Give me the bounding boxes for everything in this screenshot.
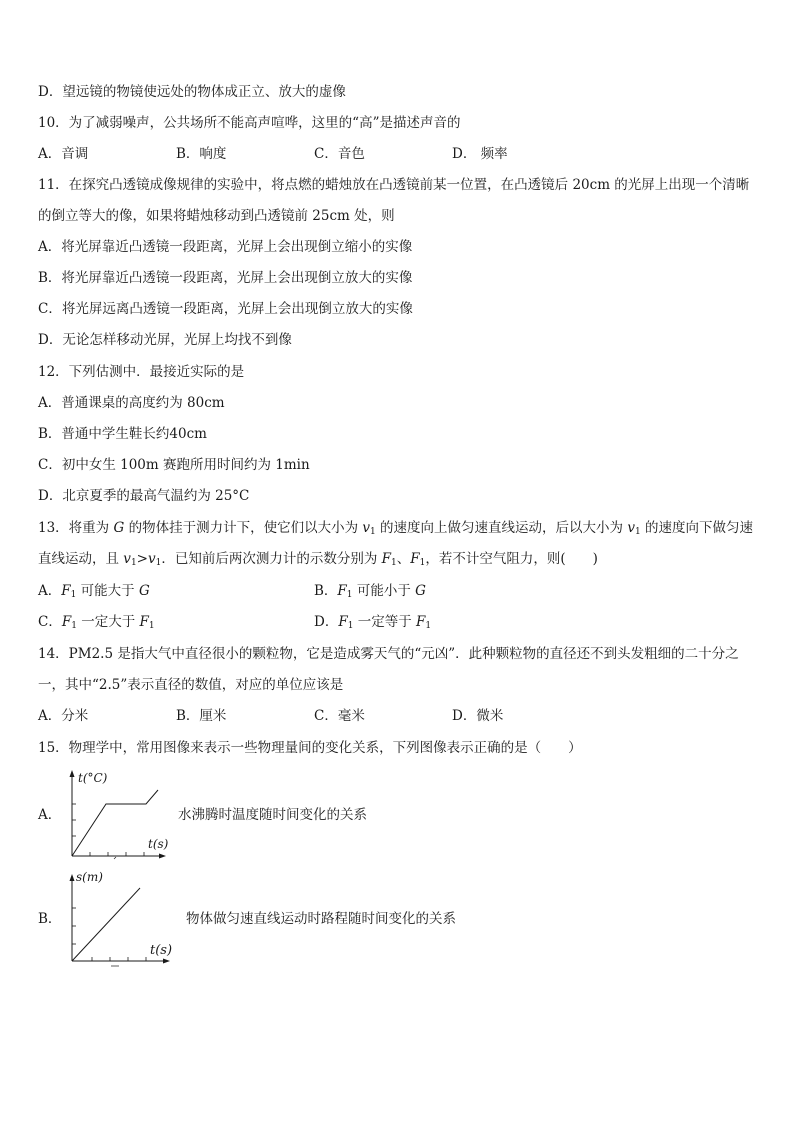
q15-graph-a (60, 768, 170, 860)
graph-b-y-label: s(m) (76, 870, 103, 884)
graph-a-curve (72, 790, 158, 856)
q11-stem-line2: 的倒立等大的像，如果将蜡烛移动到凸透镜前 25cm 处，则 (38, 208, 395, 224)
q11-option-c: C．将光屏远离凸透镜一段距离，光屏上会出现倒立放大的实像 (38, 301, 413, 317)
graph-a-x-label: t(s) (148, 837, 169, 851)
q11-option-d: D．无论怎样移动光屏，光屏上均找不到像 (38, 332, 292, 348)
q11-option-a: A．将光屏靠近凸透镜一段距离，光屏上会出现倒立缩小的实像 (38, 239, 413, 255)
q10-option-d: D． 频率 (452, 146, 508, 162)
q11-stem-line1: 11．在探究凸透镜成像规律的实验中，将点燃的蜡烛放在凸透镜前某一位置，在凸透镜后 20cm 的光屏上出现一个清晰 (38, 177, 750, 193)
q14-stem-line1: 14．PM2.5 是指大气中直径很小的颗粒物，它是造成雾天气的“元凶”．此种颗粒物的直径还不到头发粗细的二十分之 (38, 646, 739, 662)
symbol-g: G (113, 520, 125, 536)
q14-option-b: B．厘米 (176, 708, 227, 724)
q15-option-b-desc: 物体做匀速直线运动时路程随时间变化的关系 (186, 911, 456, 927)
q10-option-a: A．音调 (38, 146, 89, 162)
q10-option-b: B．响度 (176, 146, 227, 162)
symbol-f: F (381, 551, 392, 567)
q13-option-c: C．$F_1$ 一定大于 $F_1$ (38, 614, 155, 631)
q10-stem: 10．为了减弱噪声，公共场所不能高声喧哗，这里的“高”是描述声音的 (38, 115, 461, 131)
q10-option-c: C．音色 (314, 146, 365, 162)
symbol-v: v (627, 520, 635, 536)
q15-option-a-desc: 水沸腾时温度随时间变化的关系 (178, 807, 367, 823)
q13-stem-line1: 13．将重为 G 的物体挂于测力计下，使它们以大小为 $v_1$ 的速度向上做匀速直线运动，后以大小为 $v_1$ 的速度向下做匀速 (38, 520, 754, 537)
q15-option-b-label: B． (38, 911, 62, 927)
graph-b-line (72, 888, 140, 961)
q15-option-a-label: A． (38, 807, 62, 823)
q15-graph-b (60, 868, 175, 968)
q13-option-b: B．$F_1$ 可能小于 G (314, 583, 426, 600)
q9-option-d: D．望远镜的物镜使远处的物体成正立、放大的虚像 (38, 84, 346, 100)
q12-option-d: D．北京夏季的最高气温约为 25°C (38, 488, 250, 504)
graph-b-x-label: t(s) (150, 943, 173, 958)
graph-a-y-arrow (70, 770, 75, 777)
q13-option-d: D．$F_1$ 一定等于 $F_1$ (314, 614, 432, 631)
graph-b-x-arrow (163, 959, 170, 964)
q14-option-c: C．毫米 (314, 708, 365, 724)
q13-stem-line2: 直线运动，且 $v_1>v_1$．已知前后两次测力计的示数分别为 $F_1$、$F_1$，若不计空气阻力，则( ) (38, 551, 598, 568)
q12-option-b: B．普通中学生鞋长约40cm (38, 426, 207, 442)
q15-stem: 15．物理学中，常用图像来表示一些物理量间的变化关系，下列图像表示正确的是（ ） (38, 740, 582, 756)
q13-option-a: A．$F_1$ 可能大于 G (38, 583, 150, 600)
graph-a-y-label: t(°C) (78, 771, 108, 785)
q11-option-b: B．将光屏靠近凸透镜一段距离，光屏上会出现倒立放大的实像 (38, 270, 413, 286)
graph-a-x-arrow (159, 854, 166, 859)
q12-stem: 12．下列估测中．最接近实际的是 (38, 364, 245, 380)
q14-option-d: D．微米 (452, 708, 504, 724)
graph-b-y-arrow (70, 874, 75, 881)
q12-option-a: A．普通课桌的高度约为 80cm (38, 395, 225, 411)
symbol-v: v (362, 520, 371, 536)
q14-option-a: A．分米 (38, 708, 89, 724)
q12-option-c: C．初中女生 100m 赛跑所用时间约为 1min (38, 457, 310, 473)
q14-stem-line2: 一，其中“2.5”表示直径的数值，对应的单位应该是 (38, 677, 344, 693)
